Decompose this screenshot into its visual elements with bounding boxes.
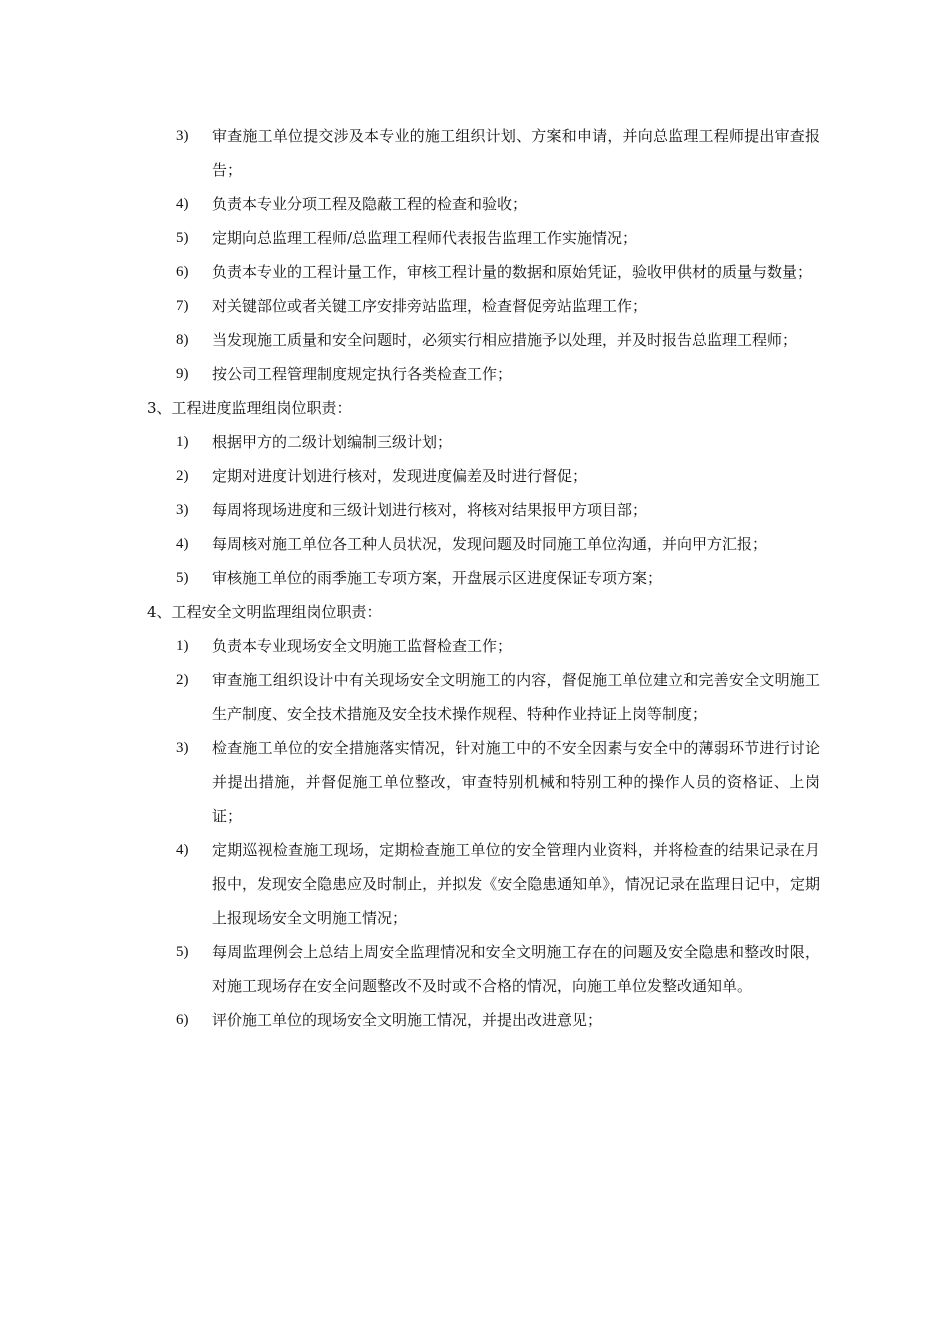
item-number: 2) (176, 672, 189, 688)
item-number: 8) (176, 332, 189, 348)
list-item (0, 561, 950, 595)
item-text: 审查施工组织设计中有关现场安全文明施工的内容，督促施工单位建立和完善安全文明施工生产制度、安全技术措施及安全技术操作规程、特种作业持证上岗等制度； (212, 671, 820, 723)
item-text: 检查施工单位的安全措施落实情况，针对施工中的不安全因素与安全中的薄弱环节进行讨论并提出措施，并督促施工单位整改，审查特别机械和特别工种的操作人员的资格证、上岗证； (212, 739, 820, 825)
list-item (0, 357, 950, 391)
item-number: 2) (176, 468, 189, 484)
item-text: 负责本专业的工程计量工作，审核工程计量的数据和原始凭证，验收甲供材的质量与数量； (212, 263, 813, 281)
item-number: 4) (176, 842, 189, 858)
item-text: 定期巡视检查施工现场，定期检查施工单位的安全管理内业资料，并将检查的结果记录在月报中，发现安全隐患应及时制止，并拟发《安全隐患通知单》，情况记录在监理日记中，定期上报现场安全文明施工情况； (212, 841, 820, 927)
item-text: 负责本专业现场安全文明施工监督检查工作； (212, 637, 513, 655)
list-item (0, 221, 950, 255)
list-item (0, 493, 950, 527)
item-text: 当发现施工质量和安全问题时，必须实行相应措施予以处理，并及时报告总监理工程师； (212, 331, 798, 349)
item-text: 评价施工单位的现场安全文明施工情况，并提出改进意见； (212, 1011, 603, 1029)
item-number: 1) (176, 638, 189, 654)
item-number: 5) (176, 230, 189, 246)
item-number: 3) (176, 128, 189, 144)
item-text: 审核施工单位的雨季施工专项方案，开盘展示区进度保证专项方案； (212, 569, 663, 587)
item-text: 根据甲方的二级计划编制三级计划； (212, 433, 453, 451)
item-number: 4) (176, 196, 189, 212)
list-item (0, 323, 950, 357)
list-item (0, 629, 950, 663)
item-text: 负责本专业分项工程及隐蔽工程的检查和验收； (212, 195, 528, 213)
list-item (0, 527, 950, 561)
section-continuation (0, 119, 950, 391)
section-heading: 3、工程进度监理组岗位职责： (147, 399, 352, 417)
section-safety-supervision (0, 595, 950, 1037)
item-number: 3) (176, 502, 189, 518)
list-item (0, 663, 950, 731)
item-number: 5) (176, 944, 189, 960)
item-text: 每周将现场进度和三级计划进行核对，将核对结果报甲方项目部； (212, 501, 648, 519)
item-number: 9) (176, 366, 189, 382)
document-body (0, 119, 950, 1037)
item-text: 定期对进度计划进行核对，发现进度偏差及时进行督促； (212, 467, 588, 485)
list-item (0, 1003, 950, 1037)
item-number: 5) (176, 570, 189, 586)
list-item (0, 425, 950, 459)
item-number: 6) (176, 264, 189, 280)
list-item (0, 255, 950, 289)
item-text: 审查施工单位提交涉及本专业的施工组织计划、方案和申请，并向总监理工程师提出审查报告； (212, 127, 820, 179)
item-text: 定期向总监理工程师/总监理工程师代表报告监理工作实施情况； (212, 229, 638, 247)
item-text: 每周核对施工单位各工种人员状况，发现问题及时同施工单位沟通，并向甲方汇报； (212, 535, 768, 553)
list-item (0, 289, 950, 323)
list-item (0, 731, 950, 833)
list-item (0, 459, 950, 493)
item-number: 7) (176, 298, 189, 314)
list-item (0, 119, 950, 187)
list-item (0, 833, 950, 935)
list-item (0, 187, 950, 221)
item-text: 按公司工程管理制度规定执行各类检查工作； (212, 365, 513, 383)
item-text: 对关键部位或者关键工序安排旁站监理，检查督促旁站监理工作； (212, 297, 648, 315)
section-heading: 4、工程安全文明监理组岗位职责： (147, 603, 382, 621)
item-text: 每周监理例会上总结上周安全监理情况和安全文明施工存在的问题及安全隐患和整改时限，对施工现场存在安全问题整改不及时或不合格的情况，向施工单位发整改通知单。 (212, 943, 820, 995)
section-schedule-supervision (0, 391, 950, 595)
list-item (0, 935, 950, 1003)
item-number: 1) (176, 434, 189, 450)
item-number: 6) (176, 1012, 189, 1028)
item-number: 3) (176, 740, 189, 756)
item-number: 4) (176, 536, 189, 552)
